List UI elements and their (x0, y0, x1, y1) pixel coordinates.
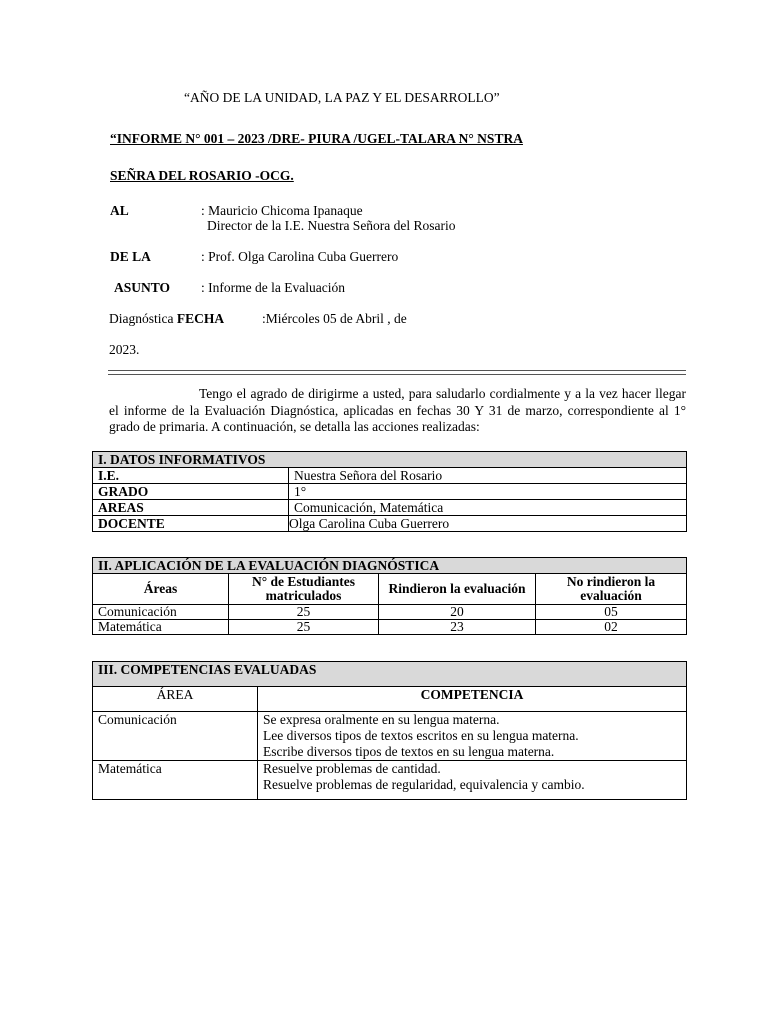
table-row (93, 500, 687, 516)
competencia-item: Lee diversos tipos de textos escritos en su lengua materna. (263, 728, 579, 743)
fecha-value: :Miércoles 05 de Abril , de (262, 311, 407, 326)
datos-informativos-table (92, 451, 687, 532)
competencias-table (92, 661, 687, 800)
aplicacion-table (92, 557, 687, 635)
col-header-no-rindieron: No rindieron la evaluación (536, 574, 687, 605)
report-title-line2: SEÑRA DEL ROSARIO -OCG. (110, 168, 294, 183)
al-label: AL (110, 203, 129, 218)
report-title-line1: “INFORME N° 001 – 2023 /DRE- PIURA /UGEL-TALARA N° NSTRA (110, 131, 523, 146)
fecha-line (109, 311, 224, 327)
table-header-row (93, 687, 687, 712)
al-value-role: Director de la I.E. Nuestra Señora del Rosario (207, 218, 456, 233)
fecha-label: FECHA (176, 311, 225, 326)
aplicacion-title: II. APLICACIÓN DE LA EVALUACIÓN DIAGNÓSTICA (93, 558, 687, 574)
competencias-title: III. COMPETENCIAS EVALUADAS (93, 662, 687, 687)
competencia-item: Resuelve problemas de regularidad, equivalencia y cambio. (263, 777, 585, 792)
year-motto: “AÑO DE LA UNIDAD, LA PAZ Y EL DESARROLLO” (184, 90, 500, 105)
separator-rule (108, 370, 686, 375)
table-row (93, 516, 687, 532)
table-row (93, 484, 687, 500)
col-header-rindieron: Rindieron la evaluación (379, 574, 536, 605)
matriculados-cell: 25 (229, 620, 379, 635)
table-row (93, 761, 687, 800)
table-row (93, 605, 687, 620)
asunto-label: ASUNTO (114, 280, 171, 295)
area-cell: Comunicación (93, 605, 229, 620)
table-header-row (93, 574, 687, 605)
asunto-value: : Informe de la Evaluación (201, 280, 345, 295)
dela-value: : Prof. Olga Carolina Cuba Guerrero (201, 249, 399, 264)
datos-label: DOCENTE (93, 516, 289, 532)
fecha-year: 2023. (109, 342, 140, 357)
datos-label: AREAS (93, 500, 289, 516)
area-cell: Comunicación (93, 712, 258, 761)
table-row (93, 620, 687, 635)
col-header-area: ÁREA (93, 687, 258, 712)
area-cell: Matemática (93, 761, 258, 800)
intro-paragraph-text: Tengo el agrado de dirigirme a usted, para saludarlo cordialmente y a la vez hacer llegar el informe de la Evaluación Diagnóstica, aplicadas en fechas 30 Y 31 de marzo, correspondiente al 1° grado de primaria. A continuación, se detalla las acciones realizadas: (109, 386, 686, 434)
col-header-matriculados: N° de Estudiantes matriculados (229, 574, 379, 605)
al-value-name: : Mauricio Chicoma Ipanaque (201, 203, 363, 218)
datos-label: GRADO (93, 484, 289, 500)
col-header-competencia: COMPETENCIA (258, 687, 687, 712)
competencia-item: Se expresa oralmente en su lengua materna. (263, 712, 500, 727)
datos-label: I.E. (93, 468, 289, 484)
datos-value: Comunicación, Matemática (289, 500, 687, 516)
no-rindieron-cell: 02 (536, 620, 687, 635)
matriculados-cell: 25 (229, 605, 379, 620)
competencia-item: Escribe diversos tipos de textos en su lengua materna. (263, 744, 555, 759)
table-row (93, 468, 687, 484)
datos-title: I. DATOS INFORMATIVOS (93, 452, 687, 468)
dela-label: DE LA (110, 249, 151, 264)
rindieron-cell: 23 (379, 620, 536, 635)
area-cell: Matemática (93, 620, 229, 635)
no-rindieron-cell: 05 (536, 605, 687, 620)
competencia-cell (258, 761, 687, 800)
datos-value: 1° (289, 484, 687, 500)
rindieron-cell: 20 (379, 605, 536, 620)
datos-value: Olga Carolina Cuba Guerrero (289, 516, 687, 532)
col-header-areas: Áreas (93, 574, 229, 605)
datos-value: Nuestra Señora del Rosario (289, 468, 687, 484)
diagnostica-text: Diagnóstica (109, 311, 177, 326)
competencia-item: Resuelve problemas de cantidad. (263, 761, 441, 776)
competencia-cell (258, 712, 687, 761)
table-row (93, 712, 687, 761)
intro-paragraph (109, 386, 686, 436)
